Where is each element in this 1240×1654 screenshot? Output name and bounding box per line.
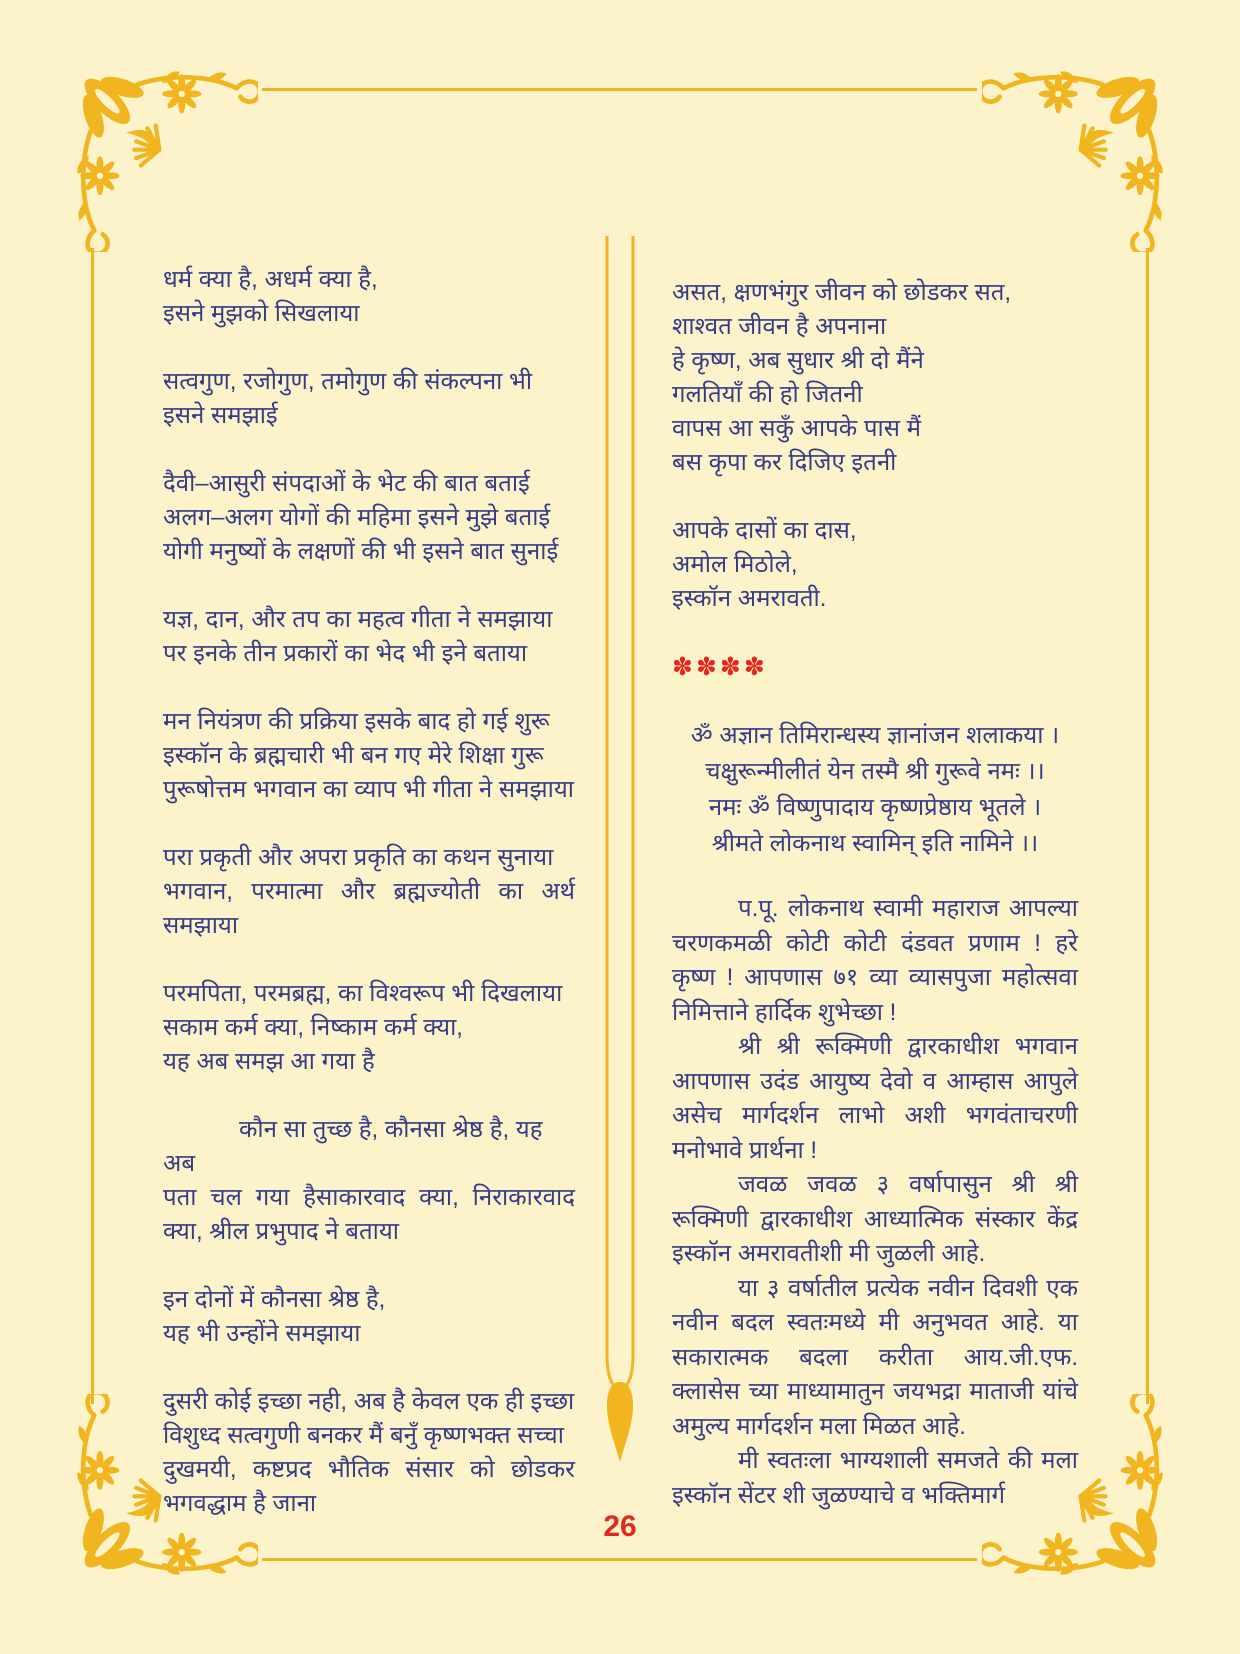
frame-line-right xyxy=(1146,248,1149,1404)
frame-line-left xyxy=(91,248,94,1404)
text-line: अलग–अलग योगों की महिमा इसने मुझे बताई xyxy=(163,504,551,531)
text-line: बस कृपा कर दिजिए इतनी xyxy=(672,449,897,476)
text-line: योगी मनुष्यों के लक्षणों की भी इसने बात सुनाई xyxy=(163,538,559,565)
text-line: परमपिता, परमब्रह्म, का विश्वरूप भी दिखलाया xyxy=(163,980,563,1007)
stanza xyxy=(163,603,575,671)
paragraph: मी स्वतःला भाग्यशाली समजते की मला इस्कॉन सेंटर शी जुळण्याचे व भक्तिमार्ग xyxy=(672,1447,1078,1509)
text-line: दुखमयी, कष्टप्रद भौतिक संसार को छोडकर xyxy=(163,1456,575,1483)
stanza xyxy=(163,977,575,1079)
text-line: मन नियंत्रण की प्रक्रिया इसके बाद हो गई शुरू xyxy=(163,708,550,735)
text-line: दुसरी कोई इच्छा नही, अब है केवल एक ही इच्छा xyxy=(163,1388,575,1415)
text-line: हे कृष्ण, अब सुधार श्री दो मैंने xyxy=(672,347,924,374)
text-line: अमोल मिठोले, xyxy=(672,551,798,578)
text-line: यज्ञ, दान, और तप का महत्व गीता ने समझाया xyxy=(163,606,553,633)
text-line: धर्म क्या है, अधर्म क्या है, xyxy=(163,266,378,293)
text-line: इन दोनों में कौनसा श्रेष्ठ है, xyxy=(163,1286,386,1313)
text-line: पर इनके तीन प्रकारों का भेद भी इने बताया xyxy=(163,640,528,667)
stanza xyxy=(163,263,575,331)
text-line: क्या, श्रील प्रभुपाद ने बताया xyxy=(163,1218,399,1245)
text-line: असत, क्षणभंगुर जीवन को छोडकर सत, xyxy=(672,279,1012,306)
text-line: इसने मुझको सिखलाया xyxy=(163,300,360,327)
text-line: विशुध्द सत्वगुणी बनकर मैं बनुँ कृष्णभक्त सच्चा xyxy=(163,1422,564,1449)
text-line: इस्कॉन के ब्रह्मचारी भी बन गए मेरे शिक्षा गुरू xyxy=(163,742,544,769)
sanskrit-shloka-block xyxy=(672,718,1078,862)
page-number: 26 xyxy=(603,1510,637,1543)
text-line: यह भी उन्होंने समझाया xyxy=(163,1320,361,1347)
stanza xyxy=(163,1385,575,1521)
text-line: सत्वगुण, रजोगुण, तमोगुण की संकल्पना भी xyxy=(163,368,533,395)
text-line: श्रीमते लोकनाथ स्वामिन् इति नामिने ।। xyxy=(711,830,1039,857)
stanza xyxy=(672,276,1078,480)
column-divider-ornament xyxy=(602,236,638,1462)
text-line: भगवान, परमात्मा और ब्रह्मज्योती का अर्थ xyxy=(163,878,575,905)
floral-corner-ornament-top-right xyxy=(982,66,1168,252)
text-line: गलतियाँ की हो जितनी xyxy=(672,381,863,408)
asterisk-separator: ✽✽✽✽ xyxy=(672,653,768,681)
text-line: यह अब समझ आ गया है xyxy=(163,1048,375,1075)
text-line: समझाया xyxy=(163,912,239,939)
text-line: ॐ अज्ञान तिमिरान्धस्य ज्ञानांजन शलाकया । xyxy=(690,722,1060,749)
stanza xyxy=(163,365,575,433)
text-line: पता चल गया हैसाकारवाद क्या, निराकारवाद xyxy=(163,1184,575,1211)
text-line: भगवद्धाम है जाना xyxy=(163,1490,317,1517)
floral-corner-ornament-top-left xyxy=(72,66,258,252)
stanza xyxy=(163,1283,575,1351)
text-line: सकाम कर्म क्या, निष्काम कर्म क्या, xyxy=(163,1014,463,1041)
paragraph: श्री श्री रूक्मिणी द्वारकाधीश भगवान आपणास उदंड आयुष्य देवो व आम्हास आपुले असेच मार्गदर्शन लाभो अशी भगवंताचरणी मनोभावे प्रार्थना ! xyxy=(672,1033,1078,1164)
text-line: शाश्वत जीवन है अपनाना xyxy=(672,313,887,340)
left-poem-column xyxy=(163,263,575,1555)
text-line: इसने समझाई xyxy=(163,402,278,429)
paragraph: या ३ वर्षातील प्रत्येक नवीन दिवशी एक नवीन बदल स्वतःमध्ये मी अनुभवत आहे. या सकारात्मक बदला करीता आय.जी.एफ. क्लासेस च्या माध्यामातुन जयभद्रा माताजी यांचे अमुल्य मार्गदर्शन मला मिळत आहे. xyxy=(672,1274,1078,1440)
stanza xyxy=(163,841,575,943)
right-column xyxy=(672,276,1078,1513)
text-line: दैवी–आसुरी संपदाओं के भेट की बात बताई xyxy=(163,470,530,497)
frame-line-bottom xyxy=(262,1558,977,1561)
stanza xyxy=(163,467,575,569)
stanza xyxy=(163,1113,575,1249)
text-line: नमः ॐ विष्णुपादाय कृष्णप्रेष्ठाय भूतले । xyxy=(708,794,1042,821)
text-line: पुरूषोत्तम भगवान का व्याप भी गीता ने समझाया xyxy=(163,776,574,803)
stanza xyxy=(672,514,1078,616)
stanza xyxy=(672,718,1078,862)
frame-line-top xyxy=(262,88,977,91)
text-line: आपके दासों का दास, xyxy=(672,517,857,544)
text-line: परा प्रकृती और अपरा प्रकृति का कथन सुनाया xyxy=(163,844,554,871)
poem-and-signature-block xyxy=(672,276,1078,616)
text-line: चक्षुरून्मीलीतं येन तस्मै श्री गुरूवे नमः ।। xyxy=(705,758,1045,785)
text-line: वापस आ सकुँ आपके पास मैं xyxy=(672,415,921,442)
stanza xyxy=(163,705,575,807)
text-line: इस्कॉन अमरावती. xyxy=(672,585,827,612)
marathi-paragraph-block xyxy=(672,892,1078,1513)
paragraph: जवळ जवळ ३ वर्षापासुन श्री श्री रूक्मिणी द्वारकाधीश आध्यात्मिक संस्कार केंद्र इस्कॉन अमरावतीशी मी जुळली आहे. xyxy=(672,1171,1078,1267)
paragraph: प.पू. लोकनाथ स्वामी महाराज आपल्या चरणकमळी कोटी कोटी दंडवत प्रणाम ! हरे कृष्ण ! आपणास ७१ व्या व्यासपुजा महोत्सवा निमित्ताने हार्दिक शुभेच्छा ! xyxy=(672,895,1078,1026)
text-line: कौन सा तुच्छ है, कौनसा श्रेष्ठ है, यह अब xyxy=(163,1116,543,1177)
